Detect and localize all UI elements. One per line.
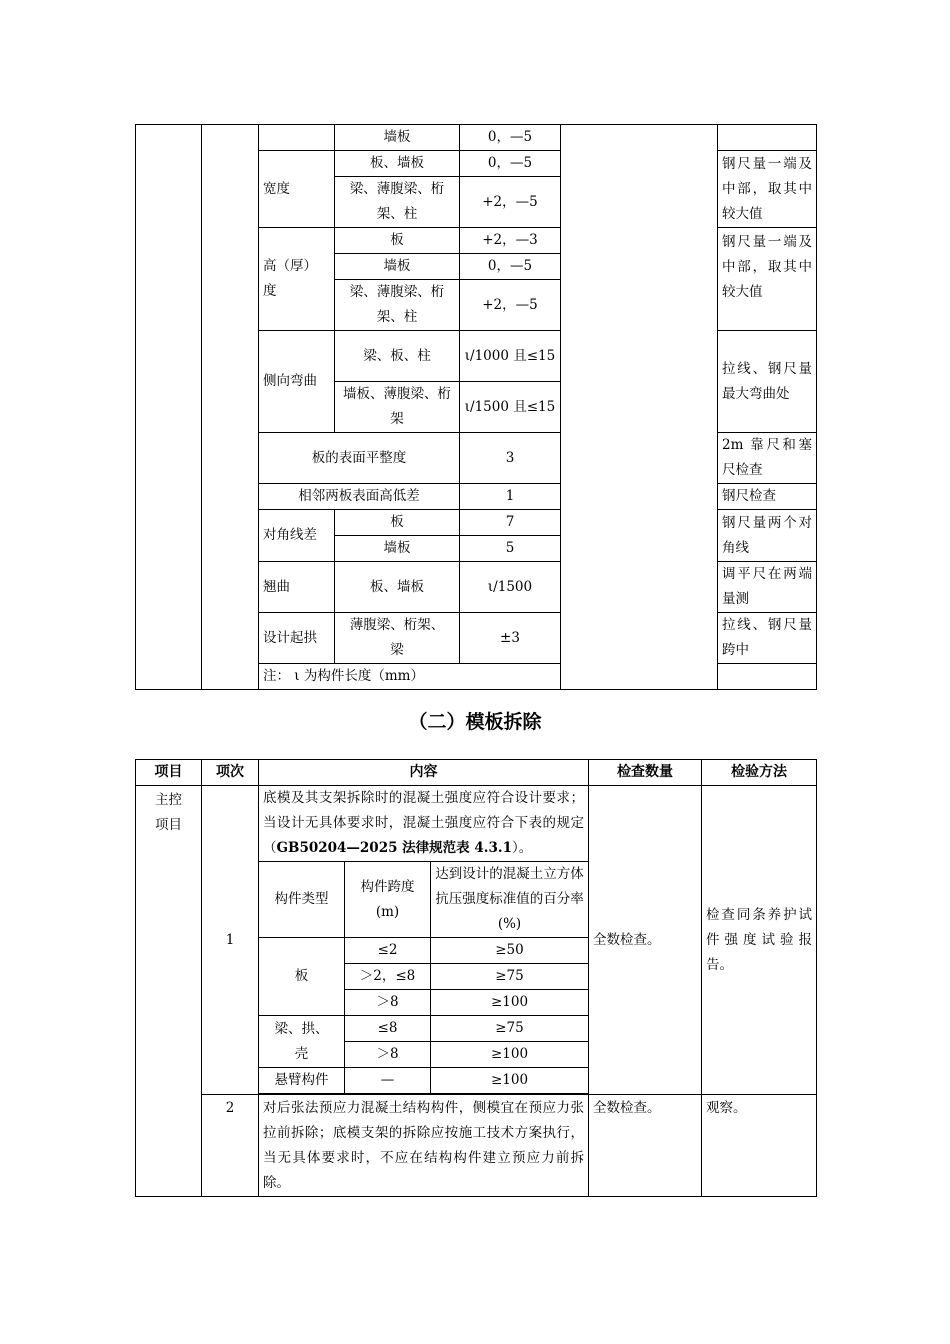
item-label: 相邻两板表面高低差 <box>259 484 460 510</box>
sub-label: 梁、板、柱 <box>335 331 460 382</box>
sub-label: 墙板 <box>335 125 460 151</box>
header-content: 内容 <box>259 760 589 786</box>
pct-cell: ≥100 <box>431 1042 589 1068</box>
content-text: 对后张法预应力混凝土结构构件，侧模宜在预应力张拉前拆除；底模支架的拆除应按施工技术方案执行，当无具体要求时，不应在结构构件建立预应力前拆除。 <box>259 1095 589 1197</box>
item-label: 宽度 <box>259 151 335 228</box>
check-method: 检查同条养护试件强度试验报告。 <box>702 786 817 1095</box>
tolerance-value: ±3 <box>460 613 561 664</box>
item-label: 侧向弯曲 <box>259 331 335 433</box>
method-text: 钢尺量一端及中部，取其中较大值 <box>718 151 817 228</box>
pct-cell: ≥100 <box>431 1068 589 1094</box>
sub-label: 墙板、薄腹梁、桁架 <box>335 382 460 433</box>
sub-label: 板 <box>335 228 460 254</box>
header-item: 项目 <box>136 760 202 786</box>
sub-label: 墙板 <box>335 536 460 562</box>
sub-label: 梁、薄腹梁、桁架、柱 <box>335 280 460 331</box>
header-method: 检验方法 <box>702 760 817 786</box>
section-title: （二）模板拆除 <box>408 711 542 733</box>
span-cell: ＞8 <box>345 990 431 1016</box>
pct-cell: ≥100 <box>431 990 589 1016</box>
tolerance-value: +2，—5 <box>460 177 561 228</box>
check-quantity: 全数检查。 <box>589 1095 702 1197</box>
span-cell: ＞2，≤8 <box>345 964 431 990</box>
tolerance-value: +2，—5 <box>460 280 561 331</box>
tolerance-value: ι/1500 <box>460 562 561 613</box>
span-cell: ≤8 <box>345 1016 431 1042</box>
sub-label: 梁、薄腹梁、桁架、柱 <box>335 177 460 228</box>
check-quantity: 全数检查。 <box>589 786 702 1095</box>
pct-cell: ≥75 <box>431 964 589 990</box>
note-text: 注： ι 为构件长度（mm） <box>259 664 561 690</box>
inner-header-span: 构件跨度(m) <box>345 862 431 938</box>
header-qty: 检查数量 <box>589 760 702 786</box>
empty-method-cell <box>718 125 817 151</box>
method-text: 拉线、钢尺量跨中 <box>718 613 817 664</box>
pct-cell: ≥50 <box>431 938 589 964</box>
sub-label: 板 <box>335 510 460 536</box>
check-method: 观察。 <box>702 1095 817 1197</box>
tolerance-value: 1 <box>460 484 561 510</box>
tolerance-value: ι/1000 且≤15 <box>460 331 561 382</box>
empty-item-cell <box>136 125 202 690</box>
method-text: 钢尺检查 <box>718 484 817 510</box>
item-label: 高（厚）度 <box>259 228 335 331</box>
tolerance-value: +2，—3 <box>460 228 561 254</box>
span-cell: ＞8 <box>345 1042 431 1068</box>
empty-cell <box>259 125 335 151</box>
span-cell: — <box>345 1068 431 1094</box>
content-text <box>259 786 589 862</box>
type-cell: 悬臂构件 <box>259 1068 345 1094</box>
empty-no-cell <box>202 125 259 690</box>
tolerance-value: ι/1500 且≤15 <box>460 382 561 433</box>
sub-label: 薄腹梁、桁架、梁 <box>335 613 460 664</box>
tolerance-value: 0，—5 <box>460 254 561 280</box>
sub-label: 板、墙板 <box>335 562 460 613</box>
standard-reference: GB50204—2025 法律规范表 4.3.1 <box>276 840 512 856</box>
method-text: 2m 靠尺和塞尺检查 <box>718 433 817 484</box>
type-cell: 梁、拱、壳 <box>259 1016 345 1068</box>
item-no: 2 <box>202 1095 259 1197</box>
item-label: 板的表面平整度 <box>259 433 460 484</box>
removal-table <box>135 759 817 1197</box>
tolerance-value: 5 <box>460 536 561 562</box>
tolerance-value: 7 <box>460 510 561 536</box>
group-label: 主控项目 <box>136 786 202 1197</box>
item-label: 翘曲 <box>259 562 335 613</box>
pct-cell: ≥75 <box>431 1016 589 1042</box>
tolerance-value: 0，—5 <box>460 125 561 151</box>
empty-qty-cell <box>561 125 718 690</box>
empty-method-cell <box>718 664 817 690</box>
header-no: 项次 <box>202 760 259 786</box>
sub-label: 板、墙板 <box>335 151 460 177</box>
item-no: 1 <box>202 786 259 1095</box>
method-text: 钢尺量两个对角线 <box>718 510 817 562</box>
content-text-c: ）。 <box>511 840 533 856</box>
item-label: 对角线差 <box>259 510 335 562</box>
method-text: 钢尺量一端及中部，取其中较大值 <box>718 228 817 331</box>
sub-label: 墙板 <box>335 254 460 280</box>
item-label: 设计起拱 <box>259 613 335 664</box>
tolerance-value: 3 <box>460 433 561 484</box>
tolerance-table <box>135 124 817 690</box>
method-text: 调平尺在两端量测 <box>718 562 817 613</box>
tolerance-value: 0，—5 <box>460 151 561 177</box>
inner-header-type: 构件类型 <box>259 862 345 938</box>
content-text-a: 底模及其支架拆除时的混凝土强度应符合设计要求；当设计无具体要求时，混凝土强度应符合下表的规定（ <box>263 790 585 856</box>
method-text: 拉线、钢尺量最大弯曲处 <box>718 331 817 433</box>
inner-header-pct: 达到设计的混凝土立方体抗压强度标准值的百分率(%) <box>431 862 589 938</box>
span-cell: ≤2 <box>345 938 431 964</box>
type-cell: 板 <box>259 938 345 1016</box>
